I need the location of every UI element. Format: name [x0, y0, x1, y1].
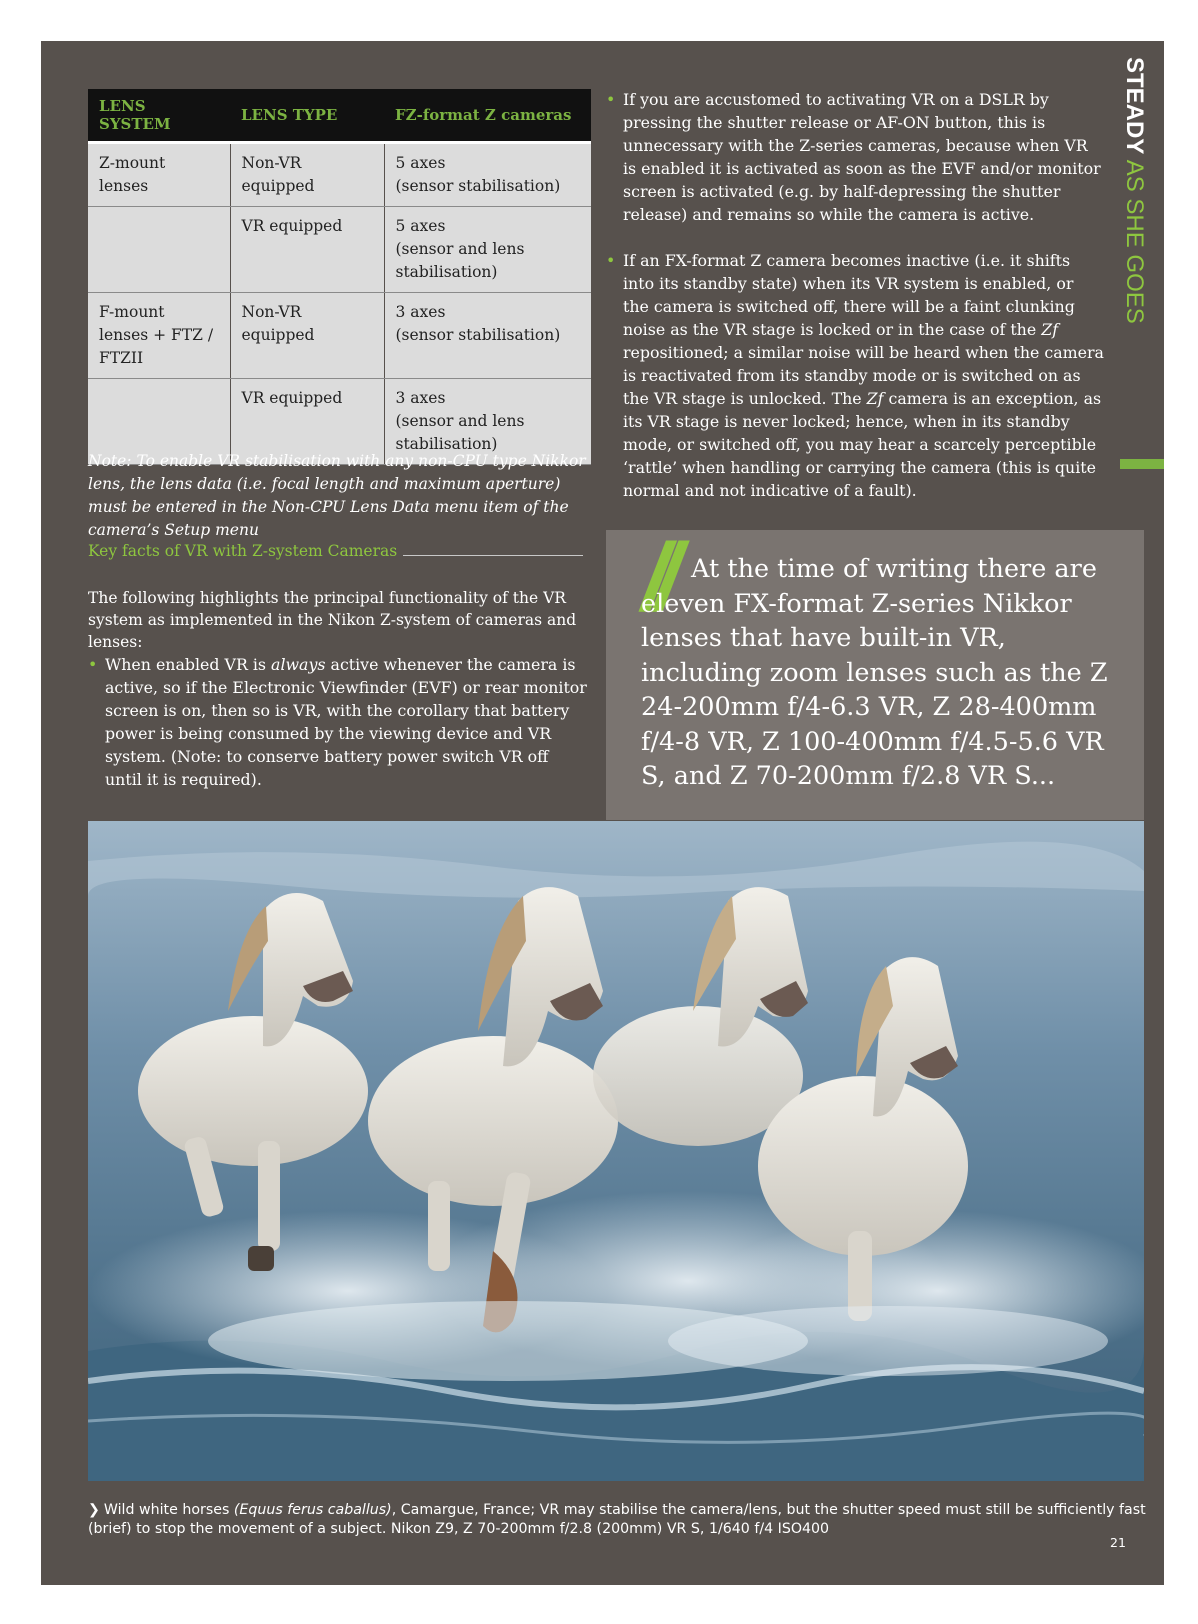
photo-caption: ❯ Wild white horses (Equus ferus caballus), Camargue, France; VR may stabilise the camera/lens, but the shutter speed must still be sufficiently fast (brief) to stop the movement of a subject. Nikon Z9, Z 70-200mm f/2.8 (200mm) VR S, 1/640 f/4 ISO400	[88, 1502, 1146, 1537]
bullet-item: • If an FX-format Z camera becomes inactive (i.e. it shifts into its standby state) when its VR system is enabled, or the camera is switched off, there will be a faint clunking noise as the VR stage is locked or in the case of the Zf repositioned; a similar noise will be heard when the camera is reactivated from its standby mode or is switched on as the VR stage is unlocked. The Zf camera is an exception, as its VR stage is never locked; hence, when in its standby mode, or switched off, you may hear a scarcely perceptible ‘rattle’ when handling or carrying the camera (this is quite normal and not indicative of a fault).	[606, 251, 1104, 500]
table-cell: 3 axes (sensor stabilisation)	[384, 293, 591, 379]
table-header-row	[88, 89, 591, 143]
table-row	[88, 207, 591, 293]
section-title-bold: STEADY	[1121, 57, 1148, 155]
section-title-light: AS SHE GOES	[1121, 159, 1148, 324]
table-cell: 5 axes (sensor and lens stabilisation)	[384, 207, 591, 293]
table-cell: VR equipped	[230, 379, 384, 465]
quote-mark-icon: //	[642, 524, 668, 631]
table-cell: Non-VR equipped	[230, 143, 384, 207]
caption-arrow-icon: ❯	[88, 1502, 100, 1518]
section-title	[1120, 57, 1148, 324]
table-cell: 3 axes (sensor and lens stabilisation)	[384, 379, 591, 465]
table-cell: VR equipped	[230, 207, 384, 293]
table-cell: Non-VR equipped	[230, 293, 384, 379]
heading-rule	[403, 555, 583, 556]
table-header: LENS TYPE	[230, 89, 384, 143]
bullet-item: • When enabled VR is always active whenever the camera is active, so if the Electronic Viewfinder (EVF) or rear monitor screen is on, then so is VR, with the corollary that battery power is being consumed by the viewing device and VR system. (Note: to conserve battery power switch VR off until it is required).	[88, 655, 587, 789]
bullet-icon: •	[606, 90, 616, 109]
pull-quote-box	[606, 524, 1144, 820]
horses-illustration	[88, 821, 1144, 1481]
bullet-icon: •	[606, 251, 616, 270]
table-row	[88, 143, 591, 207]
intro-paragraph: The following highlights the principal functionality of the VR system as implemented in the Nikon Z-system of cameras and lenses:	[88, 589, 577, 651]
section-heading	[88, 542, 583, 560]
table-cell: F-mount lenses + FTZ / FTZII	[88, 293, 230, 379]
table-cell: 5 axes (sensor stabilisation)	[384, 143, 591, 207]
page-number: 21	[1110, 1535, 1126, 1550]
pull-quote-text: At the time of writing there are eleven FX-format Z-series Nikkor lenses that have built-in VR, including zoom lenses such as the Z 24-200mm f/4-6.3 VR, Z 28-400mm f/4-8 VR, Z 100-400mm f/4.5-5.6 VR S, and Z 70-200mm f/2.8 VR S...	[641, 554, 1108, 791]
horses-photo	[88, 821, 1144, 1481]
left-bullet-list	[88, 653, 588, 791]
table-cell: Z-mount lenses	[88, 143, 230, 207]
right-bullet-list	[606, 88, 1104, 525]
table-header: LENS SYSTEM	[88, 89, 230, 143]
table-note: Note: To enable VR stabilisation with any non-CPU type Nikkor lens, the lens data (i.e. focal length and maximum aperture) must be entered in the Non-CPU Lens Data menu item of the camera’s Setup menu	[88, 452, 586, 539]
table-row	[88, 293, 591, 379]
section-tab	[1118, 57, 1164, 447]
bullet-icon: •	[88, 655, 98, 674]
section-heading-text: Key facts of VR with Z-system Cameras	[88, 542, 398, 560]
table-header: FZ-format Z cameras	[384, 89, 591, 143]
bullet-item: • If you are accustomed to activating VR on a DSLR by pressing the shutter release or AF-ON button, this is unnecessary with the Z-series cameras, because when VR is enabled it is activated as soon as the EVF and/or monitor screen is activated (e.g. by half-depressing the shutter release) and remains so while the camera is active.	[606, 90, 1101, 224]
lens-table	[88, 89, 591, 465]
table-cell	[88, 207, 230, 293]
tab-marker	[1120, 459, 1164, 469]
